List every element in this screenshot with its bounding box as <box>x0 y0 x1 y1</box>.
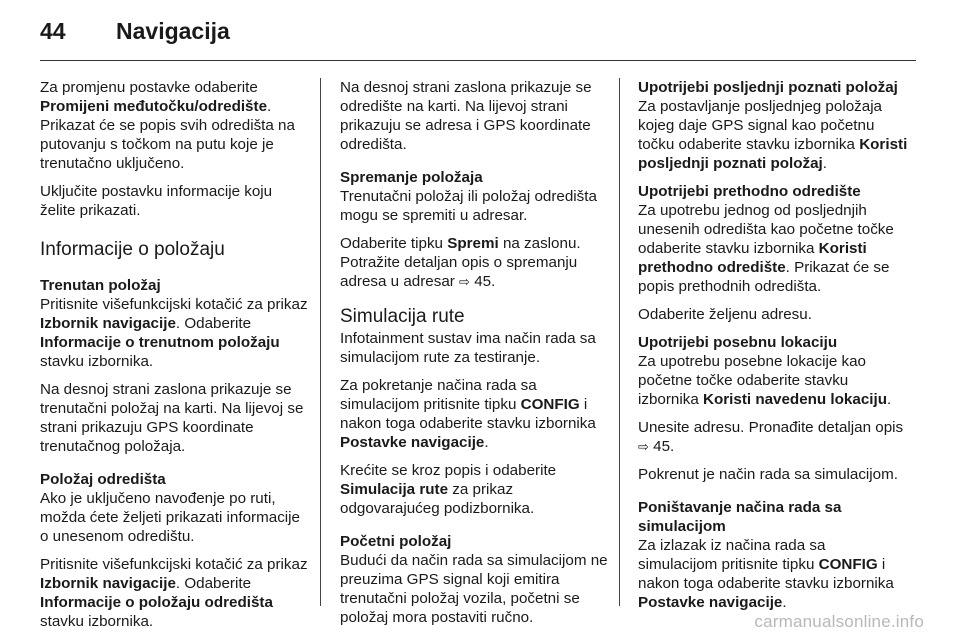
paragraph: Odaberite tipku Spremi na zaslonu. Potražite detaljan opis o spremanju adresa u adresar ⇨ 45. <box>340 235 581 290</box>
page-reference-arrow-icon: ⇨ <box>459 274 470 289</box>
subsection: Upotrijebi posljednji poznati položaj Za postavljanje posljednjeg položaja kojeg daje GPS signal kao početnu točku odaberite stavku izbornika Koristi posljednji poznati položaj. <box>638 79 908 172</box>
column-2 <box>340 78 610 636</box>
page-header <box>40 12 916 52</box>
paragraph: Za promjenu postavke odaberite Promijeni međutočku/odredište. Prikazat će se popis svih odredišta na putovanju s točkom na putu koje je trenutačno uključeno. <box>40 79 295 172</box>
subsection: Upotrijebi posebnu lokaciju Za upotrebu posebne lokacije kao početne točke odaberite stavku izbornika Koristi navedenu lokaciju. <box>638 333 908 409</box>
subsection: Poništavanje načina rada sa simulacijom Za izlazak iz načina rada sa simulacijom pritisnite tipku CONFIG i nakon toga odaberite stavku izbornika Postavke navigacije. <box>638 498 908 612</box>
paragraph: Pritisnite višefunkcijski kotačić za prikaz Izbornik navigacije. Odaberite Informacije o položaju odredišta stavku izbornika. <box>40 556 308 630</box>
page-reference-arrow-icon: ⇨ <box>638 439 649 454</box>
subsection: Položaj odredišta Ako je uključeno navođenje po ruti, možda ćete željeti prikazati informacije o unesenom odredištu. <box>40 470 308 546</box>
subsection-title: Upotrijebi posebnu lokaciju <box>638 334 838 351</box>
page-reference[interactable]: 45. <box>474 273 496 290</box>
subsection: Početni položaj Budući da način rada sa simulacijom ne preuzima GPS signal koji emitira trenutačni položaj vozila, početni se položaj mora postaviti ručno. <box>340 532 610 627</box>
paragraph: Na desnoj strani zaslona prikazuje se trenutačni položaj na karti. Na lijevoj se strani prikazuju GPS koordinate trenutačnog položaja. <box>40 381 304 455</box>
column-3 <box>638 78 908 621</box>
column-1 <box>40 78 308 640</box>
paragraph: Pokrenut je način rada sa simulacijom. <box>638 466 898 483</box>
subsection-title: Trenutan položaj <box>40 277 161 294</box>
subsection: Trenutan položaj Pritisnite višefunkcijski kotačić za prikaz Izbornik navigacije. Odaberite Informacije o trenutnom položaju stavku izbornika. <box>40 277 308 370</box>
subsection-title: Poništavanje načina rada sa simulacijom <box>638 499 842 535</box>
paragraph: Krećite se kroz popis i odaberite Simulacija rute za prikaz odgovarajućeg podizbornika. <box>340 462 557 517</box>
header-divider <box>40 60 916 61</box>
paragraph: Odaberite željenu adresu. <box>638 306 812 323</box>
paragraph: Infotainment sustav ima način rada sa simulacijom rute za testiranje. <box>340 330 596 366</box>
subsection-title: Početni položaj <box>340 533 452 550</box>
subsection-title: Položaj odredišta <box>40 471 166 488</box>
paragraph: Unesite adresu. Pronađite detaljan opis ⇨ 45. <box>638 419 904 455</box>
section-heading: Informacije o položaju <box>40 239 225 260</box>
subsection-title: Spremanje položaja <box>340 169 483 186</box>
subsection: Upotrijebi prethodno odredište Za upotrebu jednog od posljednjih unesenih odredišta kao početne točke odaberite stavku izbornika Koristi prethodno odredište. Prikazat će se popis prethodnih odredišta. <box>638 182 908 296</box>
watermark: carmanualsonline.info <box>754 612 924 631</box>
paragraph: Uključite postavku informacije koju želite prikazati. <box>40 183 273 219</box>
column-divider <box>619 78 620 606</box>
page-number: 44 <box>40 18 66 44</box>
subsection-title: Upotrijebi posljednji poznati položaj <box>638 79 898 96</box>
subsection-title: Upotrijebi prethodno odredište <box>638 183 861 200</box>
paragraph: Na desnoj strani zaslona prikazuje se odredište na karti. Na lijevoj strani prikazuju se adresa i GPS koordinate odredišta. <box>340 79 592 153</box>
page-title: Navigacija <box>116 18 230 44</box>
paragraph: Za pokretanje načina rada sa simulacijom pritisnite tipku CONFIG i nakon toga odaberite stavku izbornika Postavke navigacije. <box>340 377 596 451</box>
menu-item-ref: Promijeni međutočku/odredište <box>40 98 268 115</box>
column-divider <box>320 78 321 606</box>
page-reference[interactable]: 45. <box>653 438 675 455</box>
subsection: Spremanje položaja Trenutačni položaj ili položaj odredišta mogu se spremiti u adresar. <box>340 168 610 225</box>
section-heading: Simulacija rute <box>340 306 465 327</box>
